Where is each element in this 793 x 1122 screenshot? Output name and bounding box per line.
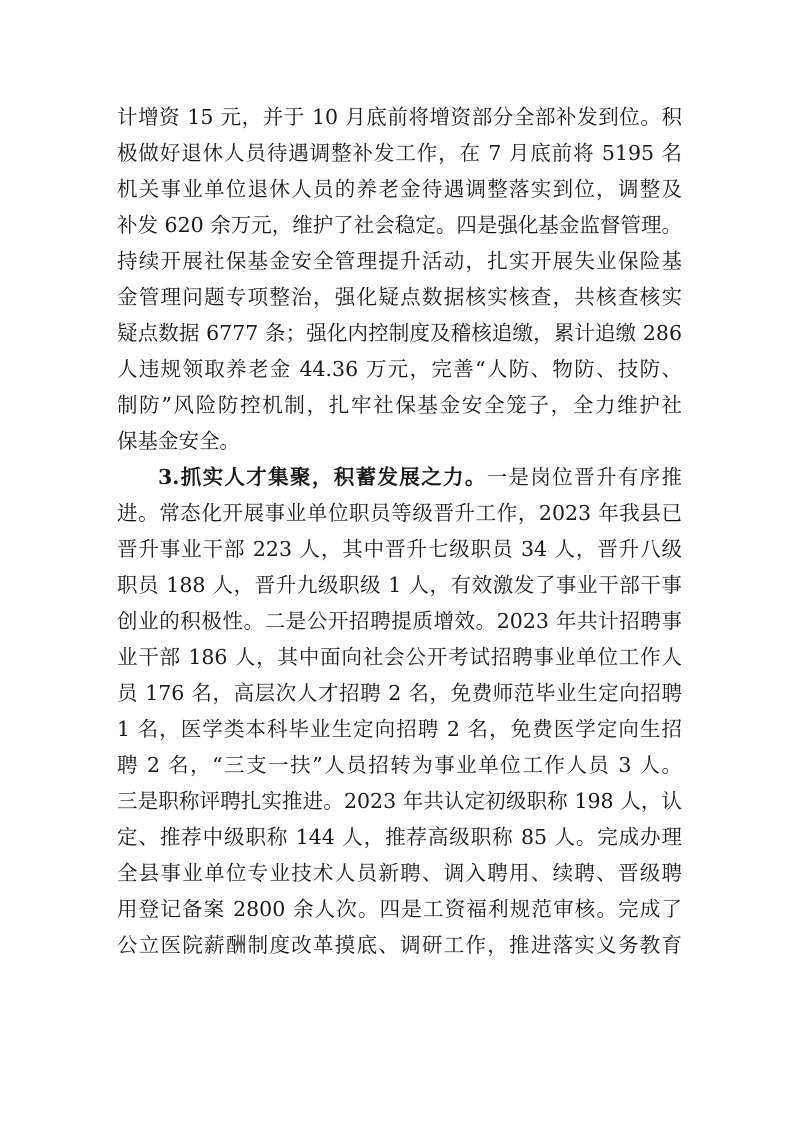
text-line: 极做好退休人员待遇调整补发工作，在 7 月底前将 5195 名 (117, 141, 682, 165)
section-heading: 3.抓实人才集聚，积蓄发展之力。 (158, 465, 487, 489)
text-line: 全县事业单位专业技术人员新聘、调入聘用、续聘、晋级聘 (117, 861, 682, 885)
text-span: 一是岗位晋升有序推 (486, 465, 683, 489)
document-body (117, 99, 682, 963)
text-line: 创业的积极性。二是公开招聘提质增效。2023 年共计招聘事 (117, 609, 682, 633)
section-heading-line (117, 459, 682, 495)
text-line: 持续开展社保基金安全管理提升活动，扎实开展失业保险基 (117, 249, 682, 273)
text-line: 人违规领取养老金 44.36 万元，完善“人防、物防、技防、 (117, 357, 682, 381)
text-line: 进。常态化开展事业单位职员等级晋升工作，2023 年我县已 (117, 501, 682, 525)
text-line: 金管理问题专项整治，强化疑点数据核实核查，共核查核实 (117, 285, 682, 309)
text-line: 机关事业单位退休人员的养老金待遇调整落实到位，调整及 (117, 177, 682, 201)
text-line: 公立医院薪酬制度改革摸底、调研工作，推进落实义务教育 (117, 933, 682, 957)
text-line: 制防”风险防控机制，扎牢社保基金安全笼子，全力维护社 (117, 393, 682, 417)
text-line: 聘 2 名，“三支一扶”人员招转为事业单位工作人员 3 人。 (117, 753, 682, 777)
text-line: 员 176 名，高层次人才招聘 2 名，免费师范毕业生定向招聘 (117, 681, 682, 705)
text-line: 用登记备案 2800 余人次。四是工资福利规范审核。完成了 (117, 897, 682, 921)
text-line: 计增资 15 元，并于 10 月底前将增资部分全部补发到位。积 (117, 105, 682, 129)
text-line: 定、推荐中级职称 144 人，推荐高级职称 85 人。完成办理 (117, 825, 682, 849)
text-line: 1 名，医学类本科毕业生定向招聘 2 名，免费医学定向生招 (117, 717, 682, 741)
text-line: 疑点数据 6777 条；强化内控制度及稽核追缴，累计追缴 286 (117, 321, 682, 345)
text-line: 保基金安全。 (117, 429, 240, 453)
text-line: 三是职称评聘扎实推进。2023 年共认定初级职称 198 人，认 (117, 789, 682, 813)
text-line: 业干部 186 人，其中面向社会公开考试招聘事业单位工作人 (117, 645, 682, 669)
text-line: 晋升事业干部 223 人，其中晋升七级职员 34 人，晋升八级 (117, 537, 682, 561)
text-line: 职员 188 人，晋升九级职级 1 人，有效激发了事业干部干事 (117, 573, 682, 597)
text-line: 补发 620 余万元，维护了社会稳定。四是强化基金监督管理。 (117, 213, 682, 237)
